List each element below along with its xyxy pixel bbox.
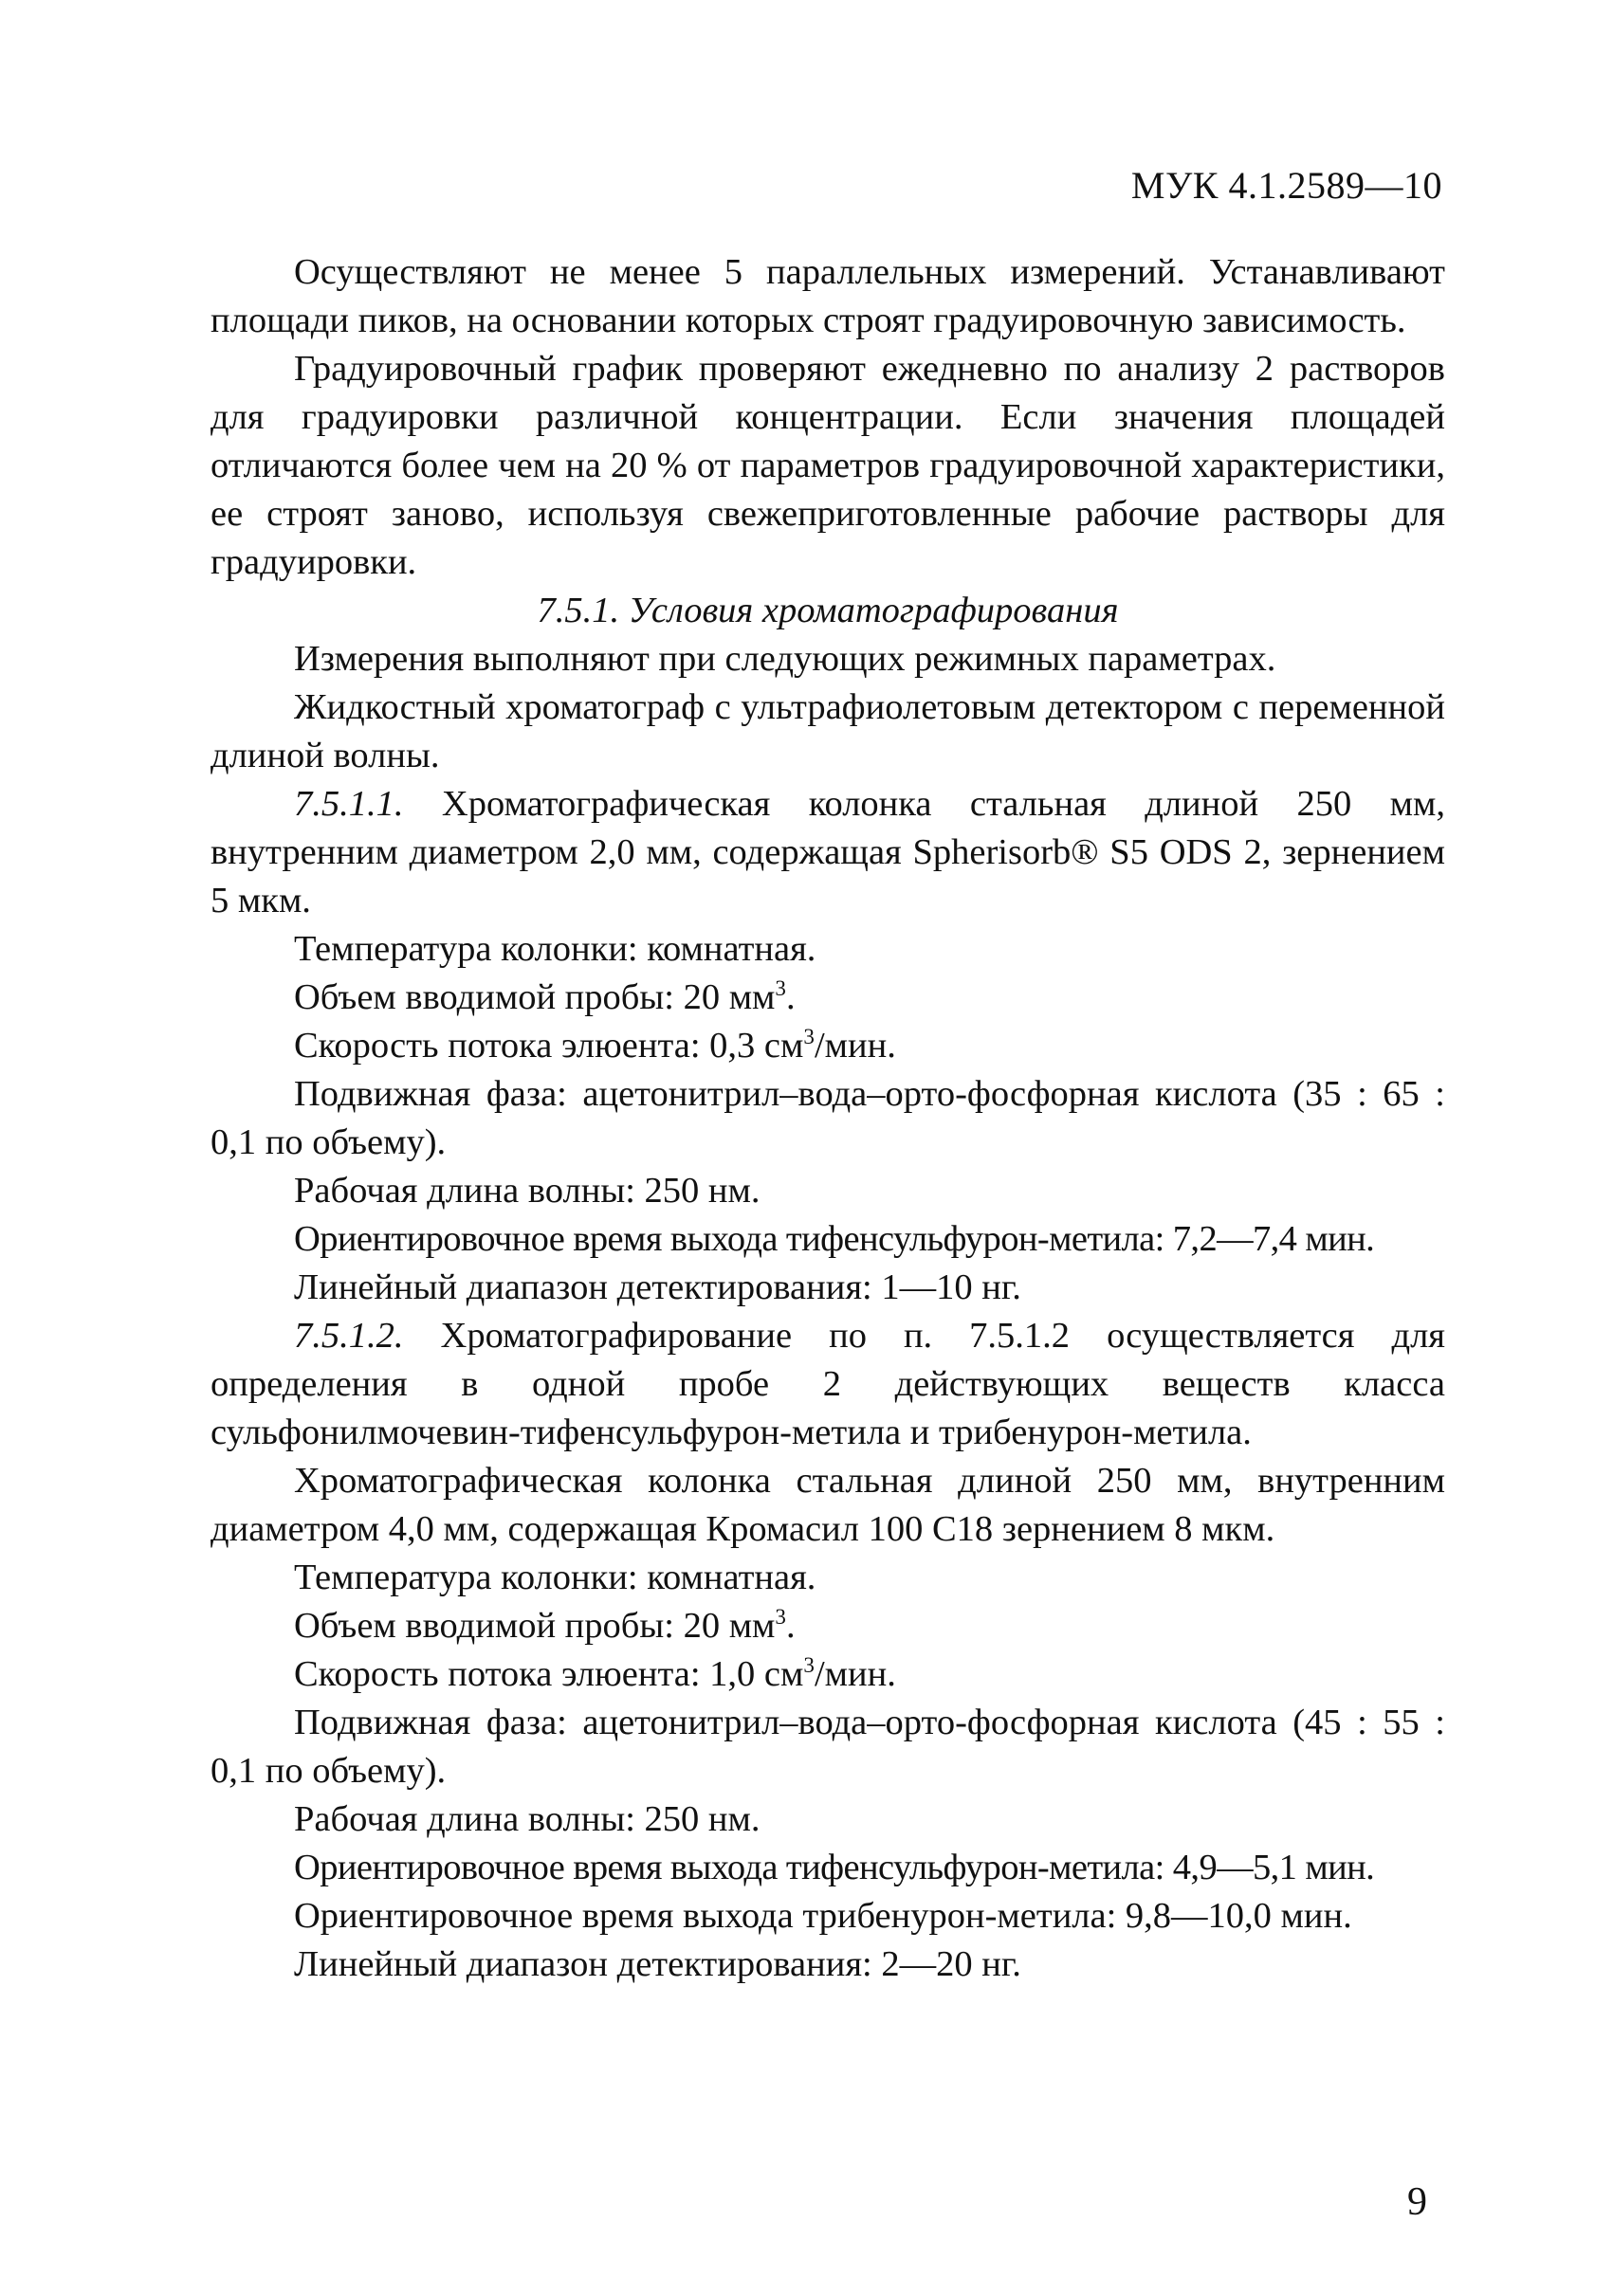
document-body (211, 248, 1445, 1989)
linear-range: Линейный диапазон детектирования: 1—10 нг. (294, 1267, 1021, 1307)
superscript: 3 (803, 1024, 815, 1049)
subsection-text: Хроматографическая колонка стальная длиной 250 мм, внутренним диаметром 2,0 мм, содержащая Spherisorb® S5 ODS 2, зернением 5 мкм. (211, 784, 1446, 920)
eluent-flow-end: /мин. (814, 1026, 896, 1066)
superscript: 3 (775, 1604, 786, 1630)
mobile-phase: Подвижная фаза: ацетонитрил–вода–орто-фосфорная кислота (45 : 55 : 0,1 по объему). (211, 1703, 1445, 1791)
retention-time: Ориентировочное время выхода тифенсульфурон-метила: 7,2—7,4 мин. (294, 1219, 1375, 1259)
section-heading: 7.5.1. Условия хроматографирования (537, 591, 1119, 630)
column-temperature: Температура колонки: комнатная. (294, 1558, 816, 1597)
subsection-7-5-1-1 (211, 780, 1445, 925)
wavelength: Рабочая длина волны: 250 нм. (294, 1799, 761, 1839)
subsection-7-5-1-2 (211, 1312, 1445, 1457)
document-code: МУК 4.1.2589—10 (1130, 164, 1442, 207)
injection-volume-text: Объем вводимой пробы: 20 мм (294, 977, 776, 1017)
injection-volume-end: . (785, 977, 796, 1017)
subsection-number: 7.5.1.1. (294, 784, 404, 824)
retention-time-tribenuron: Ориентировочное время выхода трибенурон-метила: 9,8—10,0 мин. (294, 1896, 1352, 1936)
eluent-flow (211, 1022, 1445, 1070)
injection-volume (211, 974, 1445, 1022)
page-number: 9 (1407, 2180, 1427, 2224)
injection-volume (211, 1602, 1445, 1650)
paragraph-calibration-check: Градуировочный график проверяют ежедневно по анализу 2 растворов для градуировки различной концентрации. Если значения площадей отличаются более чем на 20 % от параметров градуировочной характеристики, ее строят заново, используя свежеприготовленные рабочие растворы для градуировки. (211, 349, 1445, 582)
paragraph-measurements: Осуществляют не менее 5 параллельных измерений. Устанавливают площади пиков, на основании которых строят градуировочную зависимость. (211, 252, 1445, 340)
eluent-flow-text: Скорость потока элюента: 1,0 см (294, 1654, 804, 1694)
column-description: Хроматографическая колонка стальная длиной 250 мм, внутренним диаметром 4,0 мм, содержащая Кромасил 100 С18 зернением 8 мкм. (211, 1461, 1445, 1549)
column-temperature: Температура колонки: комнатная. (294, 929, 816, 969)
subsection-text: Хроматографирование по п. 7.5.1.2 осуществляется для определения в одной пробе 2 действующих веществ класса сульфонилмочевин-тифенсульфурон-метила и трибенурон-метила. (211, 1316, 1445, 1452)
paragraph-modes: Измерения выполняют при следующих режимных параметрах. (294, 639, 1276, 679)
wavelength: Рабочая длина волны: 250 нм. (294, 1171, 761, 1211)
eluent-flow-end: /мин. (814, 1654, 896, 1694)
injection-volume-text: Объем вводимой пробы: 20 мм (294, 1606, 776, 1646)
retention-time-tifensulfuron: Ориентировочное время выхода тифенсульфурон-метила: 4,9—5,1 мин. (294, 1848, 1375, 1887)
subsection-number: 7.5.1.2. (294, 1316, 404, 1356)
linear-range: Линейный диапазон детектирования: 2—20 нг. (294, 1944, 1021, 1984)
superscript: 3 (775, 975, 786, 1001)
injection-volume-end: . (785, 1606, 796, 1646)
superscript: 3 (803, 1652, 815, 1678)
eluent-flow (211, 1650, 1445, 1699)
paragraph-chromatograph: Жидкостный хроматограф с ультрафиолетовым детектором с переменной длиной волны. (211, 687, 1445, 775)
mobile-phase: Подвижная фаза: ацетонитрил–вода–орто-фосфорная кислота (35 : 65 : 0,1 по объему). (211, 1074, 1445, 1162)
eluent-flow-text: Скорость потока элюента: 0,3 см (294, 1026, 804, 1066)
